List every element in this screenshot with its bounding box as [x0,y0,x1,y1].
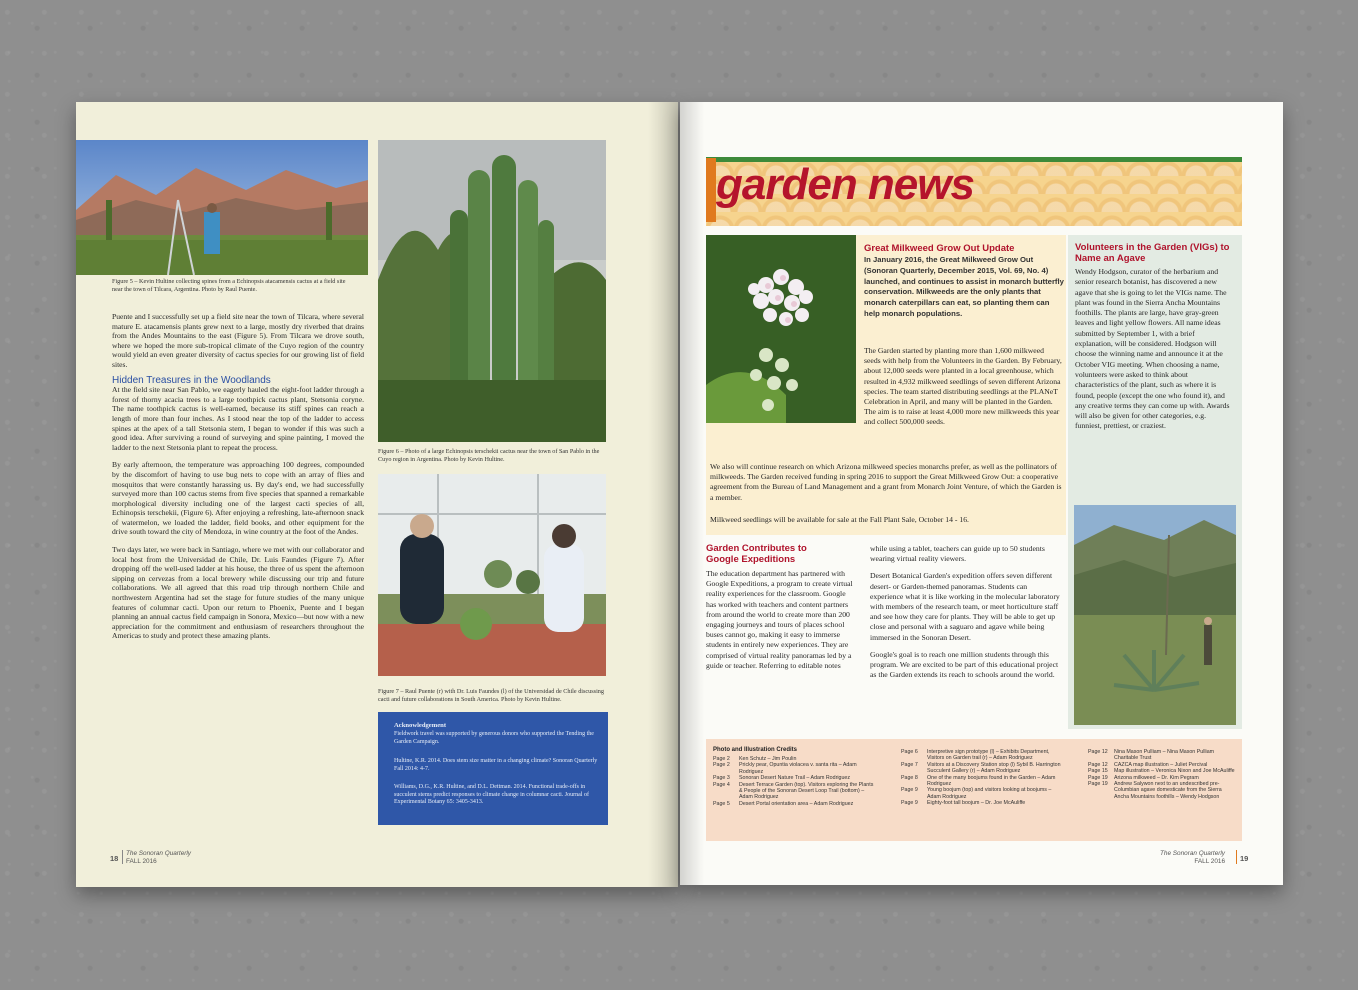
credit-row: Page 6 Interpretive sign prototype (l) – Exhibits Department, Visitors on Garden trail (r) – Adam Rodriguez [901,749,1050,762]
milkweed-image [706,235,856,423]
google-paragraph-1: The education department has partnered with Google Expeditions, a program to create virtual reality experiences for the classroom. Google has worked with teachers and content partners from around the world to create more than 200 engaging journeys and tours of places school buses cannot go, making it easy to immerse students in entirely new experiences. They are comprised of virtual reality panoramas led by a guide or teacher. Referring to editable notes [706,569,853,670]
credit-row: Page 8 One of the many boojums found in the Garden – Adam Rodriguez [901,774,1056,788]
credit-row: Page 12 CAZCA map illustration – Juliet Percival [1088,761,1208,768]
paragraph: Puente and I successfully set up a field site near the town of Tilcara, where several mature E. atacamensis plants grew next to a large, mostly dry riverbed that drains from the Andes Mountains to the east (Figure 5). From Tilcara we drove south, where we hoped the more sub-tropical climate of the Cuyo region of the country would yield an even greater diversity of cactus species for our growing list of field sites. [112,312,364,369]
google-paragraph-3: Desert Botanical Garden's expedition offers seven different desert- or Garden-themed panoramas. Students can experience what it is like working in the molecular laboratory with members of the research team, or meet horticulture staff and see how they care for plants. They will be able to get up close and personal with a saguaro and agave while being immersed in the Sonoran Desert. [870,571,1060,642]
folio-issue: FALL 2016 [126,857,157,865]
paragraph: By early afternoon, the temperature was approaching 100 degrees, compounded by the discomfort of having to use bug nets to cope with an array of flies and mosquitos that were constantly harassing us. By day's end, we had successfully surveyed more than 100 cactus stems from five species that spanned a remarkable morphological diversity including one of the largest cacti species of all, Echinopsis terschekii, (Figure 6). After enjoying a refreshing, late-afternoon snack of watermelon, we loaded the ladder, field books, and other equipment for the drive south toward the city of Mendoza, in wine country at the foot of the Andes. [112,460,364,537]
left-page [76,102,678,887]
figure-7-caption: Figure 7 – Raul Puente (r) with Dr. Luis Faundes (l) of the Universidad de Chile discussing cacti and future collaborations in South America. Photo by Kevin Hultine. [378,688,604,704]
google-headline: Garden Contributes to Google Expeditions [706,543,807,565]
subhead: Hidden Treasures in the Woodlands [112,374,271,386]
milkweed-photo [706,235,856,423]
gutter-shadow [680,102,704,885]
paragraph: At the field site near San Pablo, we eagerly hauled the eight-foot ladder through a forest of thorny acacia trees to a large toothpick cactus plant, Stetsonia coryne. The name toothpick cactus is well-earned, because its stiff spines can reach a length of more than four inches. As I stood near the top of the ladder to access spines at the apex of a tall Stetsonia stem, I began to wonder if this was such a good idea. After surviving a round of surveying and spine painting, I moved the ladder to the next Stetsonia plant to repeat the process. [112,385,364,452]
credit-row: Page 19 Arizona milkweed – Dr. Kim Pegram [1088,774,1199,781]
ack-title: Acknowledgement [394,722,447,729]
figure-7-image [378,474,606,676]
credits-column-3 [1088,749,1238,800]
page-number-left: 18 [110,854,119,863]
banner-orange-bar [706,158,716,222]
google-column-2 [870,544,1062,687]
credit-row: Page 15 Map illustration – Veronica Nixon and Joe McAuliffe [1088,768,1235,775]
figure-6-caption: Figure 6 – Photo of a large Echinopsis terschekii cactus near the town of San Pablo in the Cuyo region in Argentina. Photo by Kevin Hultine. [378,448,600,464]
folio-divider [122,850,123,864]
credit-row: Page 4 Desert Terrace Garden (top). Visitors exploring the Plants & People of the Sonoran Desert Loop Trail (bottom) – Adam Rodriguez [713,781,874,801]
credit-row: Page 2 Ken Schutz – Jim Poulin [713,756,797,762]
vig-headline: Volunteers in the Garden (VIGs) to Name an Agave [1075,242,1230,264]
folio-divider [1236,850,1237,864]
figure-6-image [378,140,606,442]
reference-1: Hultine, K.R. 2014. Does stem size matter in a changing climate? Sonoran Quarterly Fall 2014: 4-7. [394,758,598,772]
credits-column-1 [713,756,877,807]
milkweed-headline: Great Milkweed Grow Out Update [864,243,1015,254]
figure-6-photo [378,140,606,442]
agave-photo [1074,505,1236,725]
credits-column-2 [901,749,1065,807]
acknowledgement-box [378,712,608,825]
folio-title: The Sonoran Quarterly [1160,850,1226,857]
milkweed-lead: In January 2016, the Great Milkweed Grow Out (Sonoran Quarterly, December 2015, Vol. 69, No. 4) launched, and continues to assist in monarch butterfly conservation. Milkweeds are the only plants that monarch caterpillars can eat, so planting them can help monarch populations. [864,255,1064,318]
credit-row: Page 5 Desert Portal orientation area – Adam Rodriguez [713,800,854,807]
reference-2: Williams, D.G., K.R. Hultine, and D.L. Dettman. 2014. Functional trade-offs in succulent stems predict responses to climate change in columnar cacti. Journal of Experimental Botany 65: 3405-3413. [394,784,589,806]
credit-row: Page 19 Andrew Salywon next to an undescribed pre-Columbian agave domesticate from the Sierra Ancha Mountains foothills – Wendy Hodgson [1088,781,1222,800]
banner-title: garden news [716,160,974,209]
paragraph: Two days later, we were back in Santiago, where we met with our collaborator and local host from the Universidad de Chile, Dr. Luis Faundes (Figure 7). After dropping off the well-used ladder at his house, the three of us spent the afternoon sipping on cervezas from a local brewery while discussing our trip and future collaborations. We all agreed that this road trip through northern Chile and northwestern Argentina had set the stage for future studies of the many unique features of columnar cacti. Upon our return to Phoenix, Puente and I began planning an annual cactus field campaign in Sonora, Mexico—but now with a new appreciation for the commitment and enthusiasm of researchers throughout the Americas to study and protect these amazing plants. [112,545,364,641]
google-paragraph-2: while using a tablet, teachers can guide up to 50 students wearing virtual reality viewers. [870,544,1045,564]
credit-row: Page 9 Young boojum (top) and visitors looking at boojums – Adam Rodriguez [901,787,1052,800]
figure-5-photo [76,140,368,275]
milkweed-paragraph-1: The Garden started by planting more than 1,600 milkweed seeds with help from the Volunteers in the Garden. By February, about 12,000 seeds were planted in a local greenhouse, which resulted in 4,932 milkweed seedlings of seven different Arizona species. The team started distributing seedlings at the PLANeT Celebration in April, and many will be planted in the Garden. The aim is to raise at least 4,000 more new milkweeds this year and collect 500,000 seeds. [864,346,1062,427]
vig-sidebar [1068,235,1242,729]
google-paragraph-4: Google's goal is to reach one million students through this program. We are excited to be part of this educational project as the Garden extends its reach to schools around the world. [870,649,1059,680]
milkweed-paragraph-2: We also will continue research on which Arizona milkweed species monarchs prefer, as well as the pollinators of milkweeds. The Garden received funding in spring 2016 to support the Great Milkweed Grow Out: a cooperative agreement from the Bureau of Land Management and a grant from Monarch Joint Venture, of which the Garden is a member. [710,462,1062,502]
ack-text: Fieldwork travel was supported by generous donors who supported the Tending the Garden Campaign. [394,731,594,745]
figure-5-image [76,140,368,275]
credit-row: Page 7 Visitors at a Discovery Station stop (l) Sybil B. Harrington Succulent Gallery (r) – Adam Rodriguez [901,761,1061,775]
credit-row: Page 12 Nina Mason Pulliam – Nina Mason Pulliam Charitable Trust [1088,749,1215,762]
folio-title: The Sonoran Quarterly [126,850,192,857]
photo-credits-box [706,739,1242,841]
credits-title: Photo and Illustration Credits [713,747,798,753]
page-number-right: 19 [1240,854,1249,863]
left-column-text [112,312,364,649]
folio-right [1160,850,1225,865]
figure-7-photo [378,474,606,676]
credit-row: Page 3 Sonoran Desert Nature Trail – Adam Rodriguez [713,775,850,782]
milkweed-paragraph-3: Milkweed seedlings will be available for sale at the Fall Plant Sale, October 14 - 16. [710,515,969,524]
right-page [680,102,1283,885]
vig-text: Wendy Hodgson, curator of the herbarium and senior research botanist, has discovered a new agave that she is going to let the VIGs name. The plant was found in the Sierra Ancha Mountains foothills. The plants are large, have gray-green leaves and light yellow flowers. All name ideas submitted by September 1, with a brief explanation, will be considered. Hodgson will choose the winning name and announce it at the October VIG meeting. When choosing a name, volunteers were asked to think about characteristics of the plant, such as where it is found, people (except the one who found it), and any creative terms they can come up with. Awards will also be given for other categories, e.g. funniest, prettiest, or craziest. [1075,267,1230,431]
credit-row: Page 9 Eighty-foot tall boojum – Dr. Joe McAuliffe [901,800,1026,807]
agave-image [1074,505,1236,725]
credit-row: Page 2 Prickly pear, Opuntia violacea v. santa rita – Adam Rodriguez [713,762,857,775]
folio-issue: FALL 2016 [1194,857,1226,865]
figure-5-caption: Figure 5 – Kevin Hultine collecting spines from a Echinopsis atacamensis cactus at a field site near the town of Tilcara, Argentina. Photo by Raul Puente. [112,278,346,294]
gutter-shadow [648,102,678,887]
folio-left [126,850,191,865]
